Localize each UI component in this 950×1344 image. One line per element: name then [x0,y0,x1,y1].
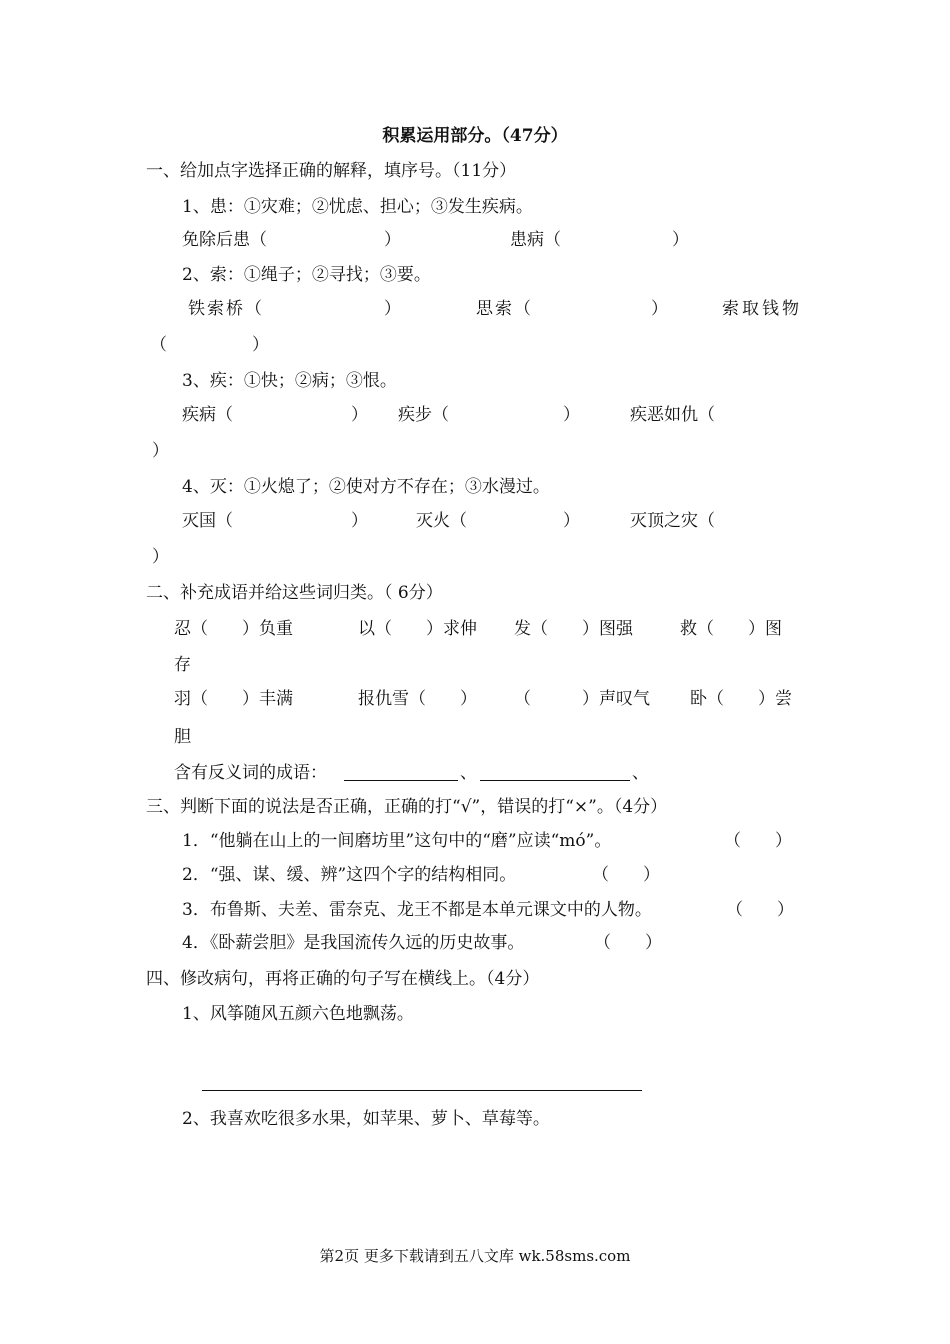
q4-item-c-close: ） [152,547,169,567]
page-title: 积累运用部分。（47分） [382,126,568,146]
idiom-row2-item: 羽（ ）丰满 [174,689,293,709]
judge-item-paren[interactable]: （ ） [726,900,794,920]
idiom-row1-item: 发（ ）图强 [514,619,633,639]
q2-prompt: 2、索：①绳子；②寻找；③要。 [182,265,431,285]
section1-heading: 一、给加点字选择正确的解释，填序号。（11分） [146,161,517,181]
judge-item-text: 1．“他躺在山上的一间磨坊里”这句中的“磨”应读“mó”。 [182,831,612,851]
judge-item-text: 3．布鲁斯、夫差、雷奈克、龙王不都是本单元课文中的人物。 [182,900,652,920]
antonym-separator: 、 [632,763,649,783]
antonym-label: 含有反义词的成语： [174,763,327,783]
correction-q1: 1、风筝随风五颜六色地飘荡。 [182,1004,414,1024]
q3-item-a-close: ） [351,405,368,425]
judge-item-text: 4．《卧薪尝胆》是我国流传久远的历史故事。 [182,933,525,953]
correction-q2: 2、我喜欢吃很多水果，如苹果、萝卜、草莓等。 [182,1109,550,1129]
section4-heading: 四、修改病句，再将正确的句子写在横线上。（4分） [146,969,540,989]
section3-heading: 三、判断下面的说法是否正确，正确的打“√”，错误的打“×”。（4分） [146,797,668,817]
q4-item-a-close: ） [351,511,368,531]
q2-item-c-paren: （ ） [150,335,269,355]
q4-item-b: 灭火（ [416,511,467,531]
idiom-row2-item: 卧（ ）尝 [690,689,792,709]
q4-item-a: 灭国（ [182,511,233,531]
idiom-row1-item: 救（ ）图 [680,619,782,639]
q3-item-c-close: ） [152,441,169,461]
q4-item-b-close: ） [563,511,580,531]
antonym-separator: 、 [460,763,477,783]
q2-item-b-close: ） [651,299,668,319]
q4-item-c: 灭顶之灾（ [630,511,715,531]
q2-item-a: 铁索桥（ [188,299,264,319]
judge-item-text: 2．“强、谋、缓、辨”这四个字的结构相同。 [182,865,517,885]
judge-item-paren[interactable]: （ ） [592,865,660,885]
page-footer: 第2页 更多下载请到五八文库 wk.58sms.com [319,1247,631,1265]
judge-item-paren[interactable]: （ ） [724,831,792,851]
q3-item-b: 疾步（ [398,405,449,425]
idiom-row1-item: 忍（ ）负重 [174,619,293,639]
q1-item-b-close: ） [672,230,689,250]
q3-item-b-close: ） [563,405,580,425]
section2-heading: 二、补充成语并给这些词归类。（ 6分） [146,583,443,603]
q1-prompt: 1、患：①灾难；②忧虑、担心；③发生疾病。 [182,197,533,217]
q1-item-a-close: ） [384,230,401,250]
q4-prompt: 4、灭：①火熄了；②使对方不存在；③水漫过。 [182,477,550,497]
q2-item-a-close: ） [384,299,401,319]
q2-item-b: 思索（ [476,299,533,319]
q3-prompt: 3、疾：①快；②病；③恨。 [182,371,397,391]
q1-item-a: 免除后患（ [182,230,267,250]
q3-item-c: 疾恶如仇（ [630,405,715,425]
idiom-row1-item: 以（ ）求伸 [358,619,477,639]
q2-item-c: 索取钱物 [722,299,802,319]
antonym-answer-line-2[interactable] [480,780,630,781]
idiom-row2-item: 报仇雪（ ） [358,689,477,709]
idiom-row2-wrap: 胆 [174,727,191,747]
judge-item-paren[interactable]: （ ） [594,933,662,953]
idiom-row1-wrap: 存 [174,655,191,675]
q1-item-b: 患病（ [510,230,561,250]
q3-item-a: 疾病（ [182,405,233,425]
idiom-row2-item: （ ）声叹气 [514,689,650,709]
correction-answer-line[interactable] [202,1090,642,1091]
antonym-answer-line-1[interactable] [344,780,458,781]
